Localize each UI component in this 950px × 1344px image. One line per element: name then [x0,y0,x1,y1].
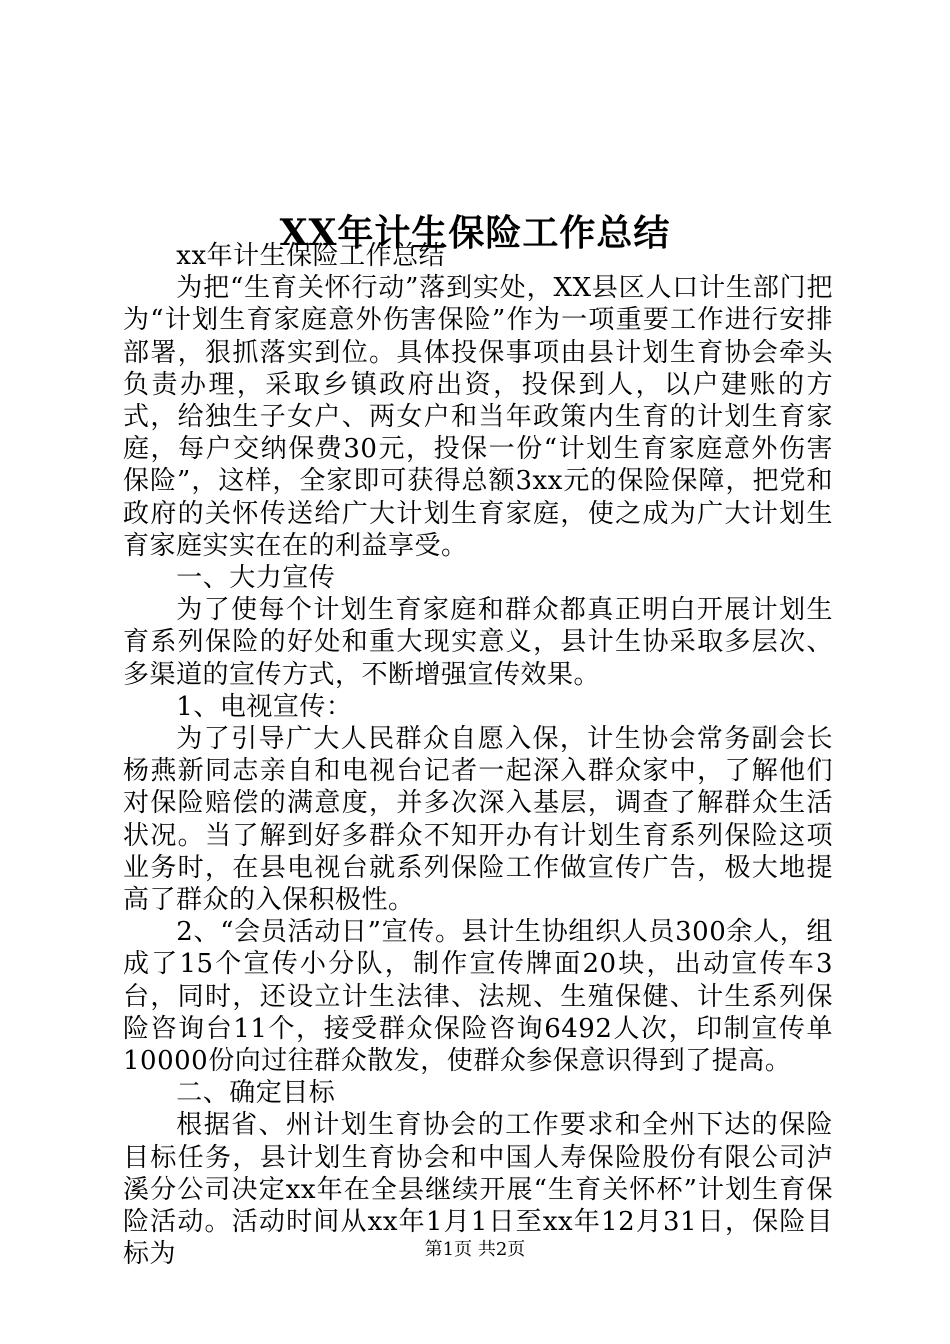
paragraph-intro: 为把“生育关怀行动”落到实处，XX县区人口计生部门把为“计划生育家庭意外伤害保险”作为一项重要工作进行安排部署，狠抓落实到位。具体投保事项由县计划生育协会牵头负责办理，采取乡镇政府出资，投保到人，以户建账的方式，给独生子女户、两女户和当年政策内生育的计划生育家庭，每户交纳保费30元，投保一份“计划生育家庭意外伤害保险”，这样，全家即可获得总额3xx元的保险保障，把党和政府的关怀传送给广大计划生育家庭，使之成为广大计划生育家庭实实在在的利益享受。 [123,273,833,561]
document-body [123,240,833,1271]
paragraph-targets: 根据省、州计划生育协会的工作要求和全州下达的保险目标任务，县计划生育协会和中国人寿保险股份有限公司泸溪分公司决定xx年在全县继续开展“生育关怀杯”计划生育保险活动。活动时间从xx年1月1日至xx年12月31日，保险目标为 [123,1110,833,1270]
document-title: XX年计生保险工作总结 [279,212,671,255]
paragraph-member-day: 2、“会员活动日”宣传。县计生协组织人员300余人，组成了15个宣传小分队，制作宣传牌面20块，出动宣传车3台，同时，还设立计生法律、法规、生殖保健、计生系列保险咨询台11个，接受群众保险咨询6492人次，印制宣传单10000份向过往群众散发，使群众参保意识得到了提高。 [123,917,833,1077]
section-heading-publicity: 一、大力宣传 [176,563,336,594]
subheading-tv-publicity: 1、电视宣传： [176,691,353,722]
section-heading-targets: 二、确定目标 [176,1078,336,1109]
page-number-footer: 第1页 共2页 [424,1239,526,1260]
paragraph-publicity: 为了使每个计划生育家庭和群众都真正明白开展计划生育系列保险的好处和重大现实意义，县计生协采取多层次、多渠道的宣传方式，不断增强宣传效果。 [123,595,833,690]
paragraph-subtitle: xx年计生保险工作总结 [176,241,446,271]
paragraph-tv-publicity: 为了引导广大人民群众自愿入保，计生协会常务副会长杨燕新同志亲自和电视台记者一起深入群众家中，了解他们对保险赔偿的满意度，并多次深入基层，调查了解群众生活状况。当了解到好多群众不知开办有计划生育系列保险这项业务时，在县电视台就系列保险工作做宣传广告，极大地提高了群众的入保积极性。 [123,724,833,916]
